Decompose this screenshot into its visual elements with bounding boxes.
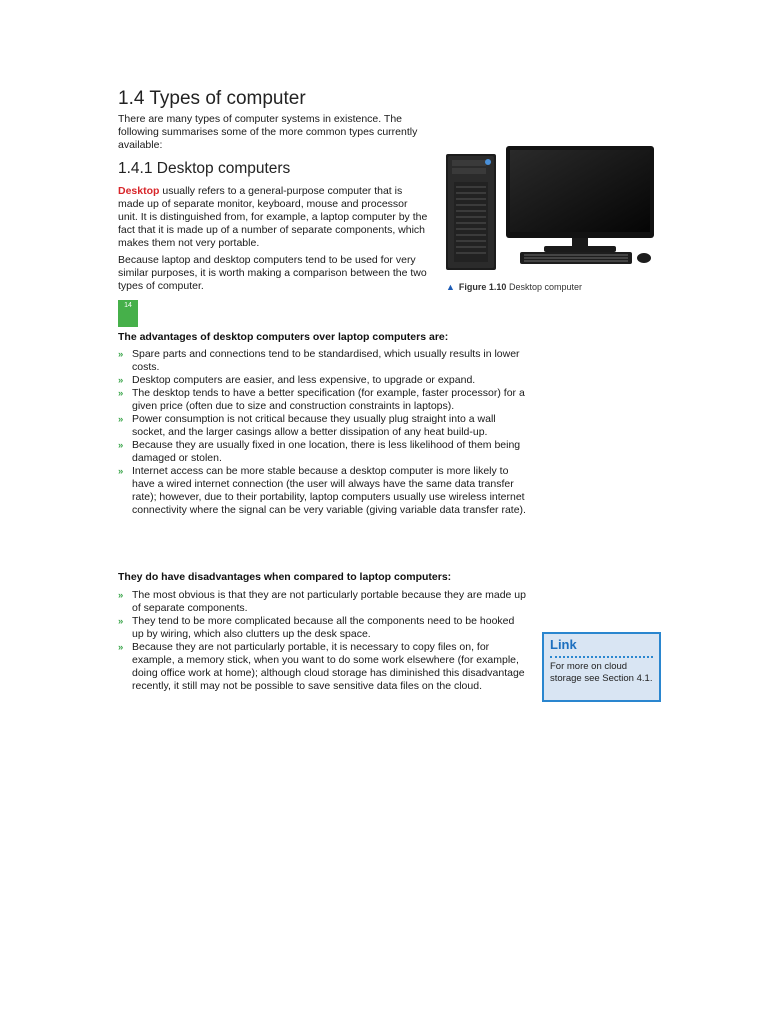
- list-item: [118, 348, 528, 374]
- list-item-text: Because they are usually fixed in one location, there is less likelihood of them being damaged or stolen.: [132, 439, 521, 464]
- figure-label: Figure 1.10: [458, 282, 507, 292]
- list-item: [118, 439, 528, 465]
- figure-caption-text: Desktop computer: [506, 282, 582, 292]
- keyword-desktop: Desktop: [118, 185, 160, 197]
- chevron-bullet-icon: »: [118, 349, 124, 360]
- mouse: [637, 253, 651, 263]
- chevron-bullet-icon: »: [118, 414, 124, 425]
- disadvantages-heading: They do have disadvantages when compared to laptop computers:: [118, 571, 452, 583]
- link-title: Link: [550, 637, 577, 652]
- link-box: [542, 632, 661, 702]
- page-number-box: [118, 300, 138, 327]
- desktop-computer-image: [444, 146, 656, 272]
- power-button: [485, 159, 491, 165]
- list-item-text: Power consumption is not critical because they usually plug straight into a wall socket, and the larger casings allow a better dissipation of any heat build-up.: [132, 413, 496, 438]
- chevron-bullet-icon: »: [118, 642, 124, 653]
- list-item: [118, 641, 528, 693]
- link-body: For more on cloud storage see Section 4.1.: [550, 661, 653, 684]
- definition-text: usually refers to a general-purpose computer that is made up of separate monitor, keyboard, mouse and processor unit. It is distinguished from, for example, a laptop computer by the fact that it is made up of a number of separate components, which makes them not very portable.: [118, 185, 428, 249]
- list-item-text: Because they are not particularly portable, it is necessary to copy files on, for example, a memory stick, when you want to do some work elsewhere (for example, doing office work at home); although cloud storage has diminished this disadvantage recently, it still may not be possible to save sensitive data files on the cloud.: [132, 641, 525, 692]
- chevron-bullet-icon: »: [118, 466, 124, 477]
- chevron-bullet-icon: »: [118, 375, 124, 386]
- list-item-text: The most obvious is that they are not particularly portable because they are made up of separate components.: [132, 589, 526, 614]
- section-title: 1.4 Types of computer: [118, 88, 306, 109]
- list-item: [118, 413, 528, 439]
- comparison-paragraph: Because laptop and desktop computers tend to be used for very similar purposes, it is worth making a comparison between the two types of computer.: [118, 254, 427, 292]
- disadvantages-list: [118, 589, 528, 693]
- list-item: [118, 465, 528, 517]
- list-item: [118, 374, 528, 387]
- figure-caption: [446, 282, 582, 292]
- chevron-bullet-icon: »: [118, 440, 124, 451]
- triangle-icon: ▲: [446, 282, 455, 292]
- section-intro: There are many types of computer systems in existence. The following summarises some of the more common types currently available:: [118, 113, 418, 151]
- advantages-heading: The advantages of desktop computers over laptop computers are:: [118, 331, 449, 343]
- list-item-text: Internet access can be more stable because a desktop computer is more likely to have a wired internet connection (the user will always have the same data transfer rate); however, due to their portability, laptop computers usually use wireless internet connectivity where the signal can be very variable (giving variable data transfer rate).: [132, 465, 526, 516]
- chevron-bullet-icon: »: [118, 590, 124, 601]
- chevron-bullet-icon: »: [118, 388, 124, 399]
- page-number: 14: [124, 302, 132, 309]
- list-item: [118, 387, 528, 413]
- list-item-text: The desktop tends to have a better specification (for example, faster processor) for a given price (often due to size and construction constraints in laptops).: [132, 387, 525, 412]
- list-item-text: They tend to be more complicated because all the components need to be hooked up by wiring, which also clutters up the desk space.: [132, 615, 515, 640]
- list-item: [118, 615, 528, 641]
- desktop-definition-paragraph: [118, 185, 428, 250]
- desktop-computer-figure: [444, 146, 656, 272]
- list-item-text: Desktop computers are easier, and less expensive, to upgrade or expand.: [132, 374, 476, 386]
- subsection-title: 1.4.1 Desktop computers: [118, 160, 291, 177]
- chevron-bullet-icon: »: [118, 616, 124, 627]
- link-divider: [550, 656, 653, 658]
- list-item-text: Spare parts and connections tend to be standardised, which usually results in lower costs.: [132, 348, 520, 373]
- advantages-list: [118, 348, 528, 517]
- list-item: [118, 589, 528, 615]
